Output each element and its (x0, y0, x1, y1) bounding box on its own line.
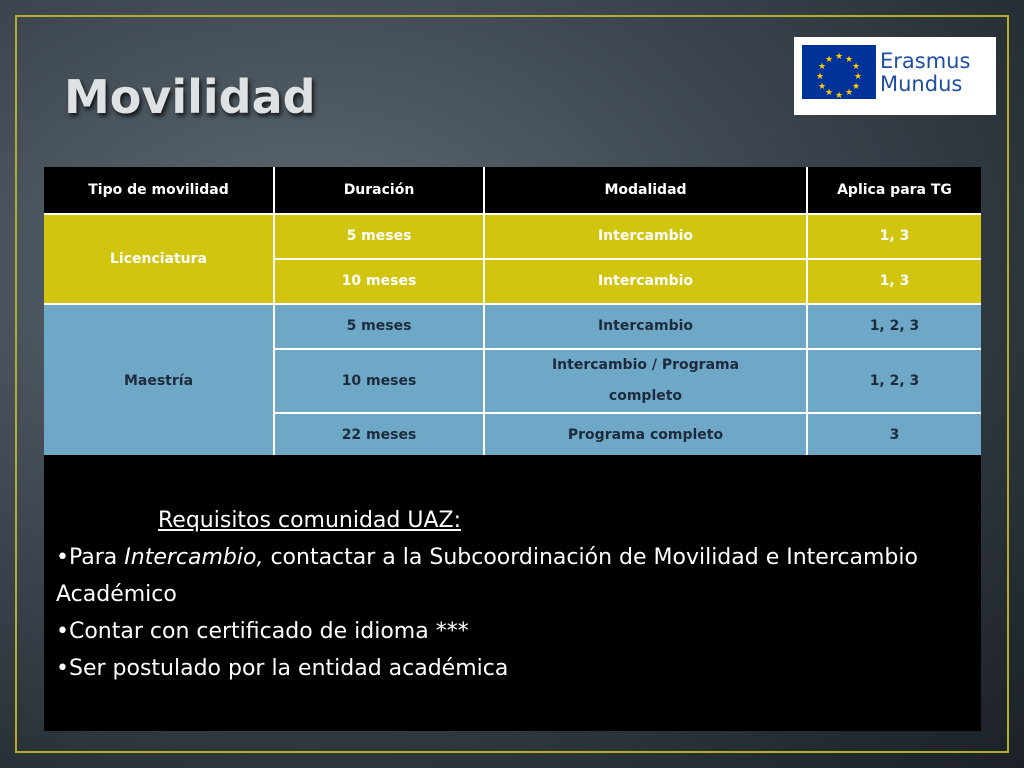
cell-duracion: 22 meses (274, 413, 484, 458)
cell-modalidad: Intercambio (484, 214, 807, 259)
svg-text:★: ★ (815, 72, 825, 82)
requirement-item (56, 539, 969, 613)
svg-text:★: ★ (834, 52, 844, 62)
svg-text:★: ★ (844, 55, 854, 65)
cell-tipo: Licenciatura (44, 214, 274, 304)
cell-aplica: 1, 2, 3 (807, 304, 981, 349)
svg-text:★: ★ (853, 72, 863, 82)
logo-text (880, 50, 970, 96)
svg-text:★: ★ (851, 82, 861, 92)
svg-text:★: ★ (844, 88, 854, 98)
mobility-table (44, 167, 981, 459)
table-header-row (44, 167, 981, 214)
cell-modalidad: Intercambio / Programa completo (484, 349, 807, 413)
table-row (44, 304, 981, 349)
logo-text-line2: Mundus (880, 72, 963, 96)
cell-aplica: 1, 3 (807, 214, 981, 259)
cell-aplica: 3 (807, 413, 981, 458)
cell-modalidad: Intercambio (484, 259, 807, 304)
logo-text-line1: Erasmus (880, 49, 971, 73)
erasmus-mundus-logo (794, 37, 996, 115)
svg-text:★: ★ (824, 88, 834, 98)
slide-title: Movilidad (64, 70, 316, 124)
header-modalidad: Modalidad (484, 167, 807, 214)
svg-text:★: ★ (817, 62, 827, 72)
header-duracion: Duración (274, 167, 484, 214)
requirements-heading: Requisitos comunidad UAZ: (158, 508, 461, 533)
cell-duracion: 5 meses (274, 304, 484, 349)
eu-flag-icon (794, 37, 880, 115)
cell-modalidad: Intercambio (484, 304, 807, 349)
svg-text:★: ★ (817, 82, 827, 92)
cell-aplica: 1, 2, 3 (807, 349, 981, 413)
requirement-item: •Ser postulado por la entidad académica (56, 656, 509, 681)
requirement-rest: contactar a la Subcoordinación de Movilidad e Intercambio Académico (56, 545, 918, 607)
header-tipo: Tipo de movilidad (44, 167, 274, 214)
cell-duracion: 10 meses (274, 349, 484, 413)
requirement-emphasis: Intercambio, (124, 545, 264, 570)
cell-duracion: 10 meses (274, 259, 484, 304)
svg-text:★: ★ (834, 91, 844, 101)
requirement-prefix: •Para (56, 545, 125, 570)
cell-aplica: 1, 3 (807, 259, 981, 304)
requirements-panel (44, 455, 981, 731)
requirement-item: •Contar con certificado de idioma *** (56, 619, 469, 644)
svg-text:★: ★ (824, 55, 834, 65)
svg-text:★: ★ (851, 62, 861, 72)
cell-duracion: 5 meses (274, 214, 484, 259)
cell-tipo: Maestría (44, 304, 274, 458)
header-aplica: Aplica para TG (807, 167, 981, 214)
cell-modalidad: Programa completo (484, 413, 807, 458)
table-row (44, 214, 981, 259)
